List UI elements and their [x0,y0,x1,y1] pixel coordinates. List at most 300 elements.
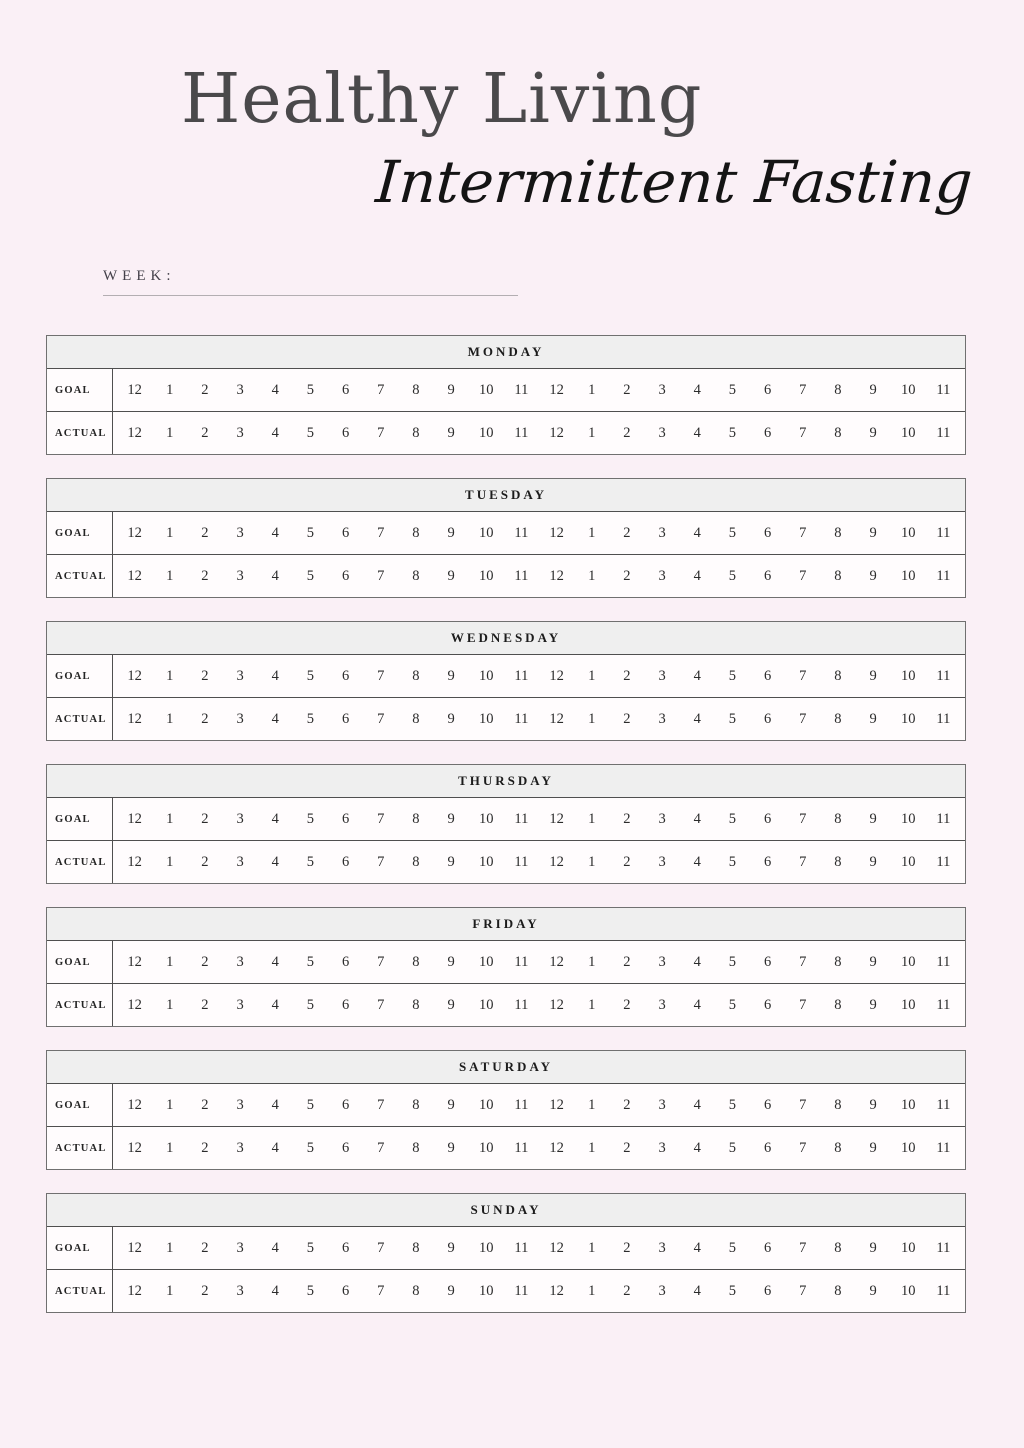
hour-cell: 5 [728,424,737,441]
hour-cell: 12 [127,424,142,441]
hour-cell: 3 [236,424,244,441]
day-header [47,479,965,512]
hour-cell: 5 [306,853,315,870]
actual-hours [113,555,965,597]
hour-cell: 5 [306,667,315,684]
hour-cell: 10 [478,381,494,398]
hour-cell: 4 [271,710,279,727]
hour-cell: 1 [166,1282,174,1299]
hour-cell: 4 [693,810,701,827]
hour-cell: 2 [201,567,209,584]
day-header [47,1194,965,1227]
hour-cell: 1 [166,810,174,827]
goal-row [47,512,965,555]
hour-cell: 11 [514,524,529,541]
hour-cell: 9 [447,1239,455,1256]
hour-cell: 1 [588,710,596,727]
hour-cell: 5 [728,1096,737,1113]
goal-row [47,655,965,698]
hour-cell: 5 [306,424,315,441]
hour-cell: 12 [127,667,142,684]
hour-cell: 9 [447,853,455,870]
hour-cell: 9 [869,1282,877,1299]
hour-cell: 7 [799,953,807,970]
hour-cell: 2 [623,953,631,970]
hour-cell: 5 [306,953,315,970]
hour-cell: 5 [728,1139,737,1156]
hour-cell: 12 [549,710,564,727]
hour-cell: 4 [271,424,279,441]
actual-hours [113,698,965,740]
hour-cell: 4 [693,424,701,441]
actual-row [47,1127,965,1169]
actual-row [47,412,965,454]
week-input[interactable] [183,268,518,285]
goal-hours [113,941,965,983]
hour-cell: 11 [514,567,529,584]
hour-cell: 2 [623,424,631,441]
goal-hours [113,655,965,697]
hour-cell: 6 [341,1239,350,1256]
hour-cell: 7 [377,1139,385,1156]
hour-cell: 4 [271,853,279,870]
hour-cell: 2 [623,567,631,584]
hour-cell: 7 [377,1239,385,1256]
hour-cell: 2 [623,710,631,727]
hour-cell: 3 [236,1282,244,1299]
hour-cell: 2 [201,710,209,727]
hour-cell: 7 [799,567,807,584]
hour-cell: 5 [306,1096,315,1113]
hour-cell: 6 [341,953,350,970]
hour-cell: 12 [127,567,142,584]
hour-cell: 3 [658,1282,666,1299]
hour-cell: 3 [236,667,244,684]
hour-cell: 11 [936,1239,951,1256]
page-subtitle: Intermittent Fasting [373,148,975,216]
hour-cell: 5 [728,996,737,1013]
hour-cell: 5 [728,1282,737,1299]
hour-cell: 3 [236,381,244,398]
hour-cell: 1 [166,996,174,1013]
hour-cell: 12 [549,996,564,1013]
hour-cell: 2 [623,1096,631,1113]
goal-row [47,369,965,412]
hour-cell: 5 [306,996,315,1013]
goal-row-label: GOAL [47,1227,113,1269]
hour-cell: 2 [623,996,631,1013]
goal-row [47,1227,965,1270]
hour-cell: 2 [201,1282,209,1299]
hour-cell: 2 [201,667,209,684]
hour-cell: 1 [588,424,596,441]
hour-cell: 8 [412,1096,420,1113]
hour-cell: 6 [763,1239,772,1256]
hour-cell: 10 [900,667,916,684]
hour-cell: 2 [201,381,209,398]
hour-cell: 7 [799,381,807,398]
hour-cell: 2 [623,1282,631,1299]
hour-cell: 6 [763,524,772,541]
hour-cell: 1 [588,1139,596,1156]
hour-cell: 12 [127,953,142,970]
day-title: SUNDAY [470,1202,542,1217]
hour-cell: 10 [900,810,916,827]
day-title: MONDAY [467,344,545,359]
hour-cell: 3 [236,1139,244,1156]
hour-cell: 9 [447,424,455,441]
actual-row [47,1270,965,1312]
goal-hours [113,512,965,554]
hour-cell: 12 [127,524,142,541]
hour-cell: 11 [936,567,951,584]
hour-cell: 5 [306,567,315,584]
hour-cell: 7 [377,1282,385,1299]
hour-cell: 9 [869,1096,877,1113]
actual-hours [113,1270,965,1312]
hour-cell: 7 [799,710,807,727]
actual-row-label: ACTUAL [47,1127,113,1169]
hour-cell: 9 [447,1096,455,1113]
goal-row-label: GOAL [47,655,113,697]
hour-cell: 7 [799,996,807,1013]
hour-cell: 10 [900,567,916,584]
hour-cell: 2 [623,1139,631,1156]
hour-cell: 12 [549,424,564,441]
goal-row-label: GOAL [47,512,113,554]
hour-cell: 12 [549,1096,564,1113]
hour-cell: 11 [514,996,529,1013]
hour-cell: 9 [447,810,455,827]
hour-cell: 2 [623,667,631,684]
hour-cell: 9 [447,667,455,684]
hour-cell: 3 [658,1239,666,1256]
hour-cell: 11 [936,524,951,541]
hour-cell: 8 [834,1139,842,1156]
hour-cell: 9 [447,996,455,1013]
hour-cell: 8 [412,667,420,684]
hour-cell: 12 [549,810,564,827]
hour-cell: 6 [763,1282,772,1299]
hour-cell: 10 [478,1096,494,1113]
hour-cell: 2 [201,1139,209,1156]
actual-row-label: ACTUAL [47,555,113,597]
hour-cell: 9 [869,853,877,870]
hour-cell: 9 [869,710,877,727]
hour-cell: 2 [201,853,209,870]
day-table-monday [46,335,966,455]
hour-cell: 4 [271,996,279,1013]
goal-row [47,941,965,984]
hour-cell: 4 [693,853,701,870]
hour-cell: 6 [763,710,772,727]
hour-cell: 8 [412,996,420,1013]
hour-cell: 2 [623,810,631,827]
hour-cell: 10 [478,1282,494,1299]
goal-hours [113,1227,965,1269]
hour-cell: 6 [341,424,350,441]
actual-hours [113,984,965,1026]
hour-cell: 12 [549,381,564,398]
hour-cell: 10 [900,953,916,970]
hour-cell: 3 [236,1239,244,1256]
hour-cell: 6 [341,381,350,398]
hour-cell: 11 [936,710,951,727]
hour-cell: 9 [869,1239,877,1256]
goal-hours [113,1084,965,1126]
hour-cell: 5 [728,953,737,970]
hour-cell: 3 [658,853,666,870]
hour-cell: 6 [763,810,772,827]
hour-cell: 10 [478,424,494,441]
hour-cell: 8 [834,524,842,541]
hour-cell: 6 [341,996,350,1013]
hour-cell: 6 [763,667,772,684]
hour-cell: 9 [869,667,877,684]
hour-cell: 7 [799,667,807,684]
hour-cell: 8 [412,567,420,584]
hour-cell: 2 [201,1096,209,1113]
hour-cell: 10 [900,1239,916,1256]
hour-cell: 2 [201,524,209,541]
hour-cell: 7 [377,853,385,870]
hour-cell: 12 [127,710,142,727]
day-table-thursday [46,764,966,884]
hour-cell: 4 [693,567,701,584]
hour-cell: 1 [166,667,174,684]
hour-cell: 1 [166,381,174,398]
actual-hours [113,412,965,454]
hour-cell: 7 [377,524,385,541]
hour-cell: 3 [658,953,666,970]
goal-hours [113,369,965,411]
hour-cell: 1 [588,381,596,398]
hour-cell: 2 [201,1239,209,1256]
hour-cell: 8 [412,424,420,441]
hour-cell: 12 [127,1239,142,1256]
hour-cell: 9 [447,567,455,584]
hour-cell: 9 [447,524,455,541]
hour-cell: 7 [799,810,807,827]
hour-cell: 9 [447,1139,455,1156]
hour-cell: 11 [936,1096,951,1113]
hour-cell: 3 [236,567,244,584]
hour-cell: 7 [799,524,807,541]
hour-cell: 10 [478,810,494,827]
hour-cell: 11 [936,953,951,970]
hour-cell: 4 [271,524,279,541]
hour-cell: 3 [658,667,666,684]
day-table-sunday [46,1193,966,1313]
hour-cell: 3 [658,710,666,727]
hour-cell: 10 [900,853,916,870]
hour-cell: 4 [271,1282,279,1299]
hour-cell: 7 [377,996,385,1013]
hour-cell: 8 [834,1282,842,1299]
hour-cell: 8 [834,953,842,970]
hour-cell: 2 [201,424,209,441]
hour-cell: 8 [834,853,842,870]
hour-cell: 7 [799,1096,807,1113]
actual-hours [113,1127,965,1169]
hour-cell: 12 [549,567,564,584]
hour-cell: 1 [588,996,596,1013]
goal-row [47,1084,965,1127]
hour-cell: 1 [588,1239,596,1256]
hour-cell: 2 [201,953,209,970]
goal-row [47,798,965,841]
hour-cell: 8 [412,1139,420,1156]
hour-cell: 7 [377,424,385,441]
hour-cell: 6 [763,1096,772,1113]
hour-cell: 1 [166,1139,174,1156]
hour-cell: 3 [236,810,244,827]
hour-cell: 1 [588,953,596,970]
hour-cell: 12 [127,853,142,870]
day-header [47,908,965,941]
hour-cell: 1 [166,567,174,584]
hour-cell: 4 [271,810,279,827]
hour-cell: 9 [869,810,877,827]
hour-cell: 4 [693,1096,701,1113]
hour-cell: 11 [936,810,951,827]
hour-cell: 11 [936,667,951,684]
hour-cell: 3 [658,381,666,398]
hour-cell: 5 [728,381,737,398]
hour-cell: 5 [728,710,737,727]
hour-cell: 11 [514,1282,529,1299]
hour-cell: 3 [658,524,666,541]
hour-cell: 5 [306,710,315,727]
hour-cell: 8 [412,953,420,970]
hour-cell: 1 [166,853,174,870]
hour-cell: 6 [341,1139,350,1156]
hour-cell: 4 [271,567,279,584]
hour-cell: 4 [271,667,279,684]
hour-cell: 9 [447,381,455,398]
day-table-friday [46,907,966,1027]
hour-cell: 4 [693,710,701,727]
hour-cell: 1 [588,567,596,584]
hour-cell: 3 [236,710,244,727]
hour-cell: 5 [728,667,737,684]
hour-cell: 9 [447,953,455,970]
hour-cell: 7 [377,1096,385,1113]
hour-cell: 10 [900,1096,916,1113]
hour-cell: 7 [377,810,385,827]
day-header [47,336,965,369]
week-label: WEEK: [103,268,176,284]
hour-cell: 9 [447,1282,455,1299]
hour-cell: 1 [588,524,596,541]
hour-cell: 8 [412,853,420,870]
hour-cell: 12 [549,953,564,970]
hour-cell: 12 [127,381,142,398]
hour-cell: 4 [271,381,279,398]
hour-cell: 9 [869,381,877,398]
hour-cell: 12 [127,1096,142,1113]
hour-cell: 4 [271,1096,279,1113]
hour-cell: 6 [763,567,772,584]
week-field-row [103,268,518,296]
hour-cell: 5 [728,810,737,827]
day-title: FRIDAY [472,916,540,931]
hour-cell: 1 [588,853,596,870]
hour-cell: 4 [693,1139,701,1156]
hour-cell: 6 [763,996,772,1013]
hour-cell: 7 [377,953,385,970]
hour-cell: 8 [834,1096,842,1113]
hour-cell: 10 [900,1282,916,1299]
hour-cell: 8 [412,810,420,827]
hour-cell: 6 [341,810,350,827]
hour-cell: 6 [341,710,350,727]
hour-cell: 11 [514,1096,529,1113]
actual-row-label: ACTUAL [47,698,113,740]
goal-row-label: GOAL [47,798,113,840]
day-title: WEDNESDAY [450,630,562,645]
hour-cell: 4 [693,667,701,684]
actual-hours [113,841,965,883]
hour-cell: 4 [693,1239,701,1256]
hour-cell: 7 [799,1282,807,1299]
hour-cell: 7 [799,1239,807,1256]
hour-cell: 8 [412,524,420,541]
hour-cell: 5 [306,1282,315,1299]
actual-row-label: ACTUAL [47,984,113,1026]
hour-cell: 7 [377,667,385,684]
hour-cell: 11 [936,1139,951,1156]
hour-cell: 9 [869,996,877,1013]
actual-row-label: ACTUAL [47,1270,113,1312]
hour-cell: 9 [869,567,877,584]
hour-cell: 4 [693,996,701,1013]
day-header [47,622,965,655]
hour-cell: 5 [306,1139,315,1156]
hour-cell: 10 [900,381,916,398]
hour-cell: 12 [127,1139,142,1156]
hour-cell: 8 [412,1282,420,1299]
hour-cell: 7 [377,710,385,727]
hour-cell: 4 [271,1139,279,1156]
hour-cell: 2 [201,996,209,1013]
hour-cell: 6 [763,953,772,970]
hour-cell: 5 [306,381,315,398]
hour-cell: 12 [127,810,142,827]
hour-cell: 11 [936,424,951,441]
hour-cell: 6 [341,667,350,684]
hour-cell: 11 [514,853,529,870]
hour-cell: 6 [341,1282,350,1299]
hour-cell: 11 [514,710,529,727]
hour-cell: 8 [834,667,842,684]
day-table-wednesday [46,621,966,741]
hour-cell: 6 [763,1139,772,1156]
actual-row-label: ACTUAL [47,841,113,883]
hour-cell: 5 [306,810,315,827]
hour-cell: 12 [549,1139,564,1156]
hour-cell: 4 [271,1239,279,1256]
hour-cell: 10 [478,953,494,970]
hour-cell: 3 [236,996,244,1013]
hour-cell: 2 [201,810,209,827]
hour-cell: 1 [166,1239,174,1256]
hour-cell: 7 [799,853,807,870]
hour-cell: 10 [900,524,916,541]
hour-cell: 11 [514,953,529,970]
hour-cell: 10 [900,1139,916,1156]
hour-cell: 1 [588,1282,596,1299]
